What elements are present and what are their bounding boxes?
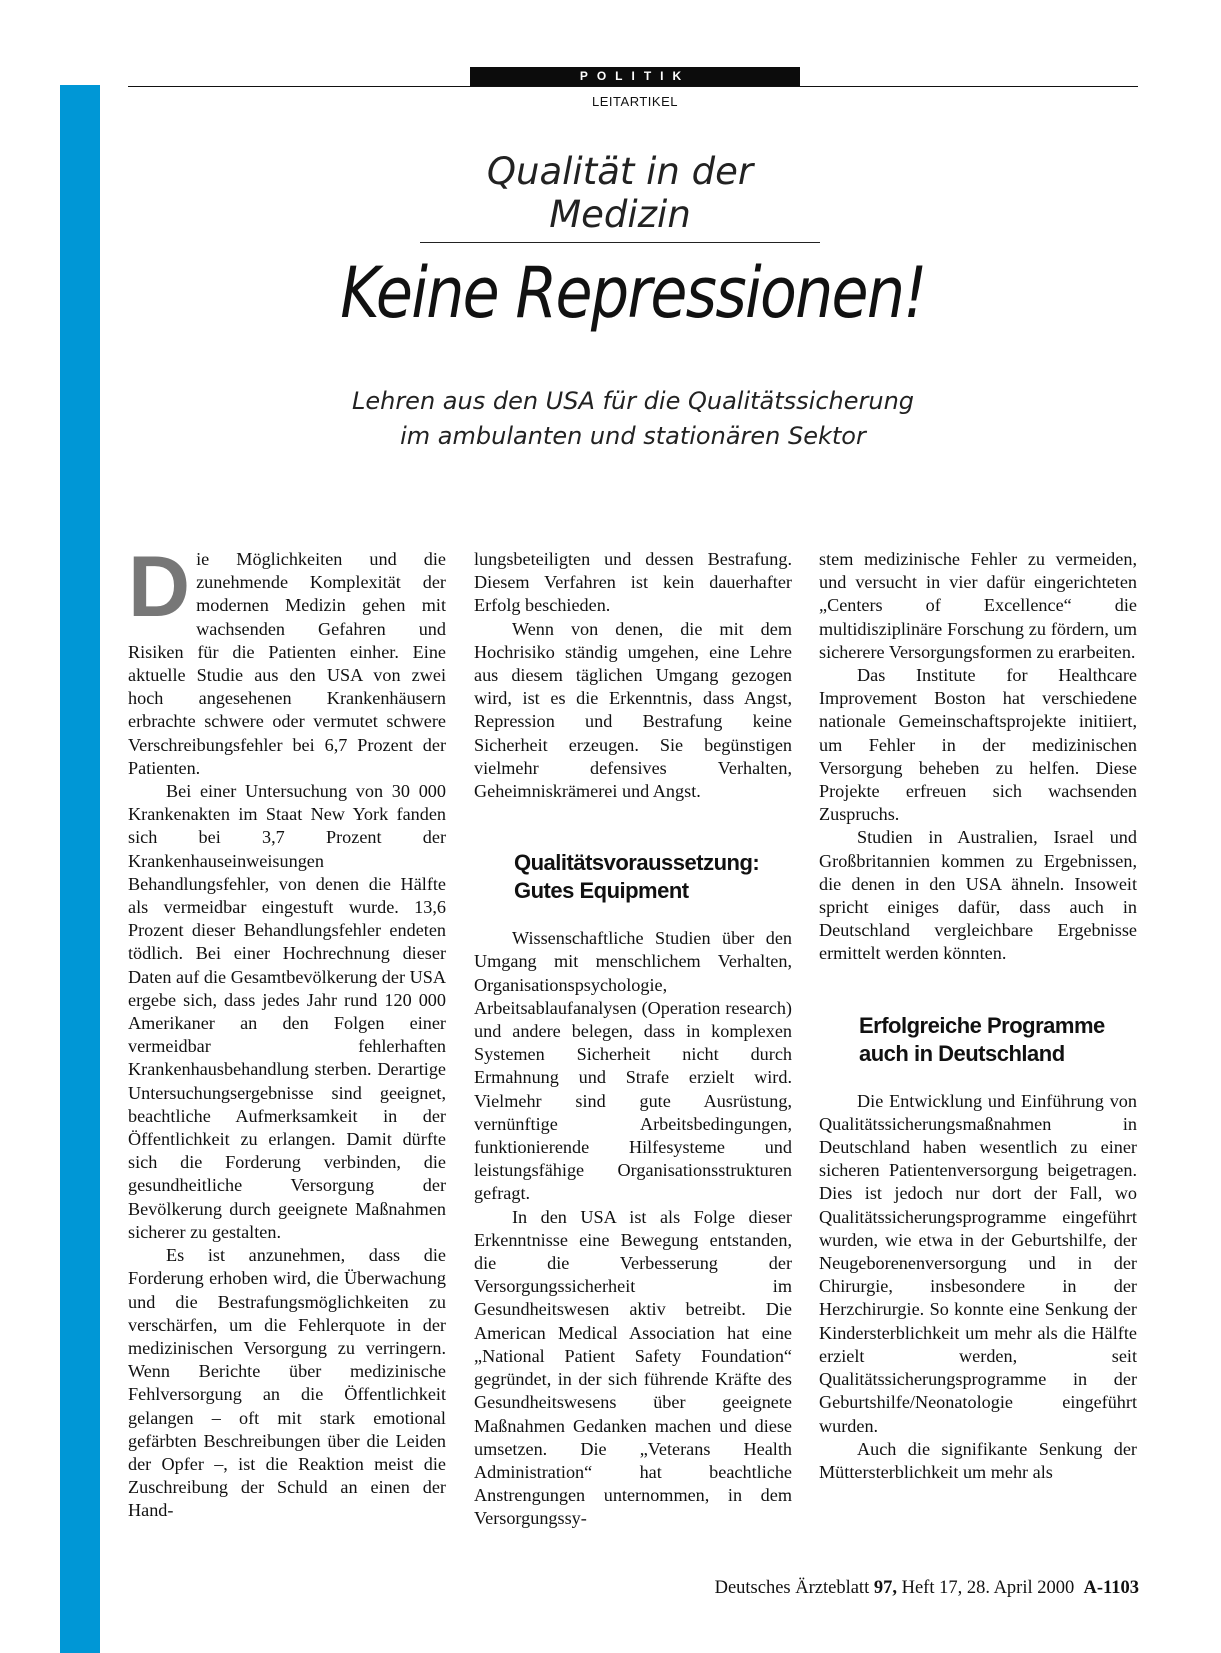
subheading-line: Qualitätsvoraussetzung: [514, 850, 760, 876]
subheading-line: auch in Deutschland [859, 1040, 1065, 1066]
journal-name: Deutsches Ärzteblatt [714, 1578, 870, 1598]
article-column-3 [819, 548, 1137, 1484]
subheading [859, 1012, 1137, 1068]
paragraph: In den USA ist als Folge dieser Erkenntnisse eine Bewegung entstanden, die die Verbesserung der Versorgungssicherheit im Gesundheitswesen aktiv betreibt. Die American Medical Association hat eine „National Patient Safety Foundation“ gegründet, in der sich führende Kräfte des Gesundheitswesens über geeignete Maßnahmen Gedanken machen und diese umsetzen. Die „Veterans Health Administration“ hat beachtliche Anstrengungen unternommen, in dem Versorgungssy- [474, 1206, 792, 1529]
subheading [514, 849, 792, 905]
side-color-bar [60, 85, 100, 1653]
volume-number: 97, [873, 1578, 897, 1598]
article-column-1 [128, 539, 446, 1523]
page-number: A-1103 [1083, 1578, 1139, 1598]
section-label: POLITIK [470, 67, 800, 86]
kicker: Qualität in der Medizin [420, 150, 820, 243]
subheadline [128, 384, 1138, 454]
page-footer [715, 1578, 1139, 1599]
paragraph: Es ist anzunehmen, dass die Forderung erhoben wird, die Überwachung und die Bestrafungsmöglichkeiten zu verschärfen, um die Fehlerquote in der medizinischen Versorgung zu verringern. Wenn Berichte über medizinische Fehlversorgung an die Öffentlichkeit gelangen – oft mit stark emotional gefärbten Beschreibungen über die Leiden der Opfer –, ist die Reaktion meist die Zuschreibung der Schuld an einen der Hand- [128, 1245, 446, 1521]
headline: Keine Repressionen! [340, 252, 926, 334]
paragraph: ie Möglichkeiten und die zunehmende Komplexität der modernen Medizin gehen mit wachsenden Gefahren und Risiken für die Patienten einher. Eine aktuelle Studie aus den USA von zwei hoch angesehenen Krankenhäusern erbrachte schwere oder vermutet schwere Verschreibungsfehler bei 6,7 Prozent der Patienten. [128, 549, 446, 778]
paragraph: lungsbeteiligten und dessen Bestrafung. Diesem Verfahren ist kein dauerhafter Erfolg beschieden. [474, 549, 792, 616]
paragraph: Studien in Australien, Israel und Großbritannien kommen zu Ergebnissen, die denen in den USA ähneln. Insoweit spricht einiges dafür, dass auch in Deutschland vergleichbare Ergebnisse ermittelt werden könnten. [819, 827, 1137, 964]
rubric-label: LEITARTIKEL [592, 94, 678, 109]
issue-date: Heft 17, 28. April 2000 [901, 1578, 1075, 1598]
subheadline-line: Lehren aus den USA für die Qualitätssicherung [351, 387, 915, 415]
paragraph: stem medizinische Fehler zu vermeiden, und versucht in vier dafür eingerichteten „Centers of Excellence“ die multidisziplinäre Forschung zu fördern, um sicherere Versorgungsformen zu erarbeiten. [819, 549, 1137, 662]
subheading-line: Erfolgreiche Programme [859, 1012, 1105, 1038]
drop-cap: D [128, 539, 191, 635]
paragraph: Bei einer Untersuchung von 30 000 Krankenakten im Staat New York fanden sich bei 3,7 Prozent der Krankenhauseinweisungen Behandlungsfehler, von denen die Hälfte als vermeidbar eingestuft wurde. 13,6 Prozent dieser Behandlungsfehler endeten tödlich. Bei einer Hochrechnung dieser Daten auf die Gesamtbevölkerung der USA ergebe sich, dass jedes Jahr rund 120 000 Amerikaner an den Folgen einer vermeidbar fehlerhaften Krankenhausbehandlung sterben. Derartige Untersuchungsergebnisse sind geeignet, beachtliche Aufmerksamkeit in der Öffentlichkeit zu erlangen. Damit dürfte sich die Forderung verbinden, die gesundheitliche Versorgung der Bevölkerung durch geeignete Maßnahmen sicherer zu gestalten. [128, 781, 446, 1242]
paragraph: Wissenschaftliche Studien über den Umgang mit menschlichem Verhalten, Organisationspsychologie, Arbeitsablaufanalysen (Operation research) und andere belegen, dass in komplexen Systemen Sicherheit nicht durch Ermahnung und Strafe erzielt wird. Vielmehr sind gute Ausrüstung, vernünftige Arbeitsbedingungen, funktionierende Hilfesysteme und leistungsfähige Organisationsstrukturen gefragt. [474, 928, 792, 1204]
subheading-line: Gutes Equipment [514, 878, 689, 904]
paragraph: Die Entwicklung und Einführung von Qualitätssicherungsmaßnahmen in Deutschland haben wesentlich zu einer sicheren Patientenversorgung beigetragen. Dies ist jedoch nur dort der Fall, wo Qualitätssicherungsprogramme eingeführt wurden, wie etwa in der Geburtshilfe, der Neugeborenenversorgung und in der Chirurgie, insbesondere in der Herzchirurgie. So konnte eine Senkung der Kindersterblichkeit um mehr als die Hälfte erzielt werden, seit Qualitätssicherungsprogramme in der Geburtshilfe/Neonatologie eingeführt wurden. [819, 1090, 1137, 1436]
top-rule [128, 86, 1138, 87]
paragraph: Wenn von denen, die mit dem Hochrisiko ständig umgehen, eine Lehre aus diesem täglichen Umgang gezogen wird, ist es die Erkenntnis, dass Angst, Repression und Bestrafung keine Sicherheit erzeugen. Sie begünstigen vielmehr defensives Verhalten, Geheimniskrämerei und Angst. [474, 618, 792, 802]
article-column-2 [474, 548, 792, 1531]
paragraph: Das Institute for Healthcare Improvement Boston hat verschiedene nationale Gemeinschaftsprojekte initiiert, um Fehler in der medizinischen Versorgung beheben zu helfen. Diese Projekte erfreuen sich wachsenden Zuspruchs. [819, 665, 1137, 825]
subheadline-line: im ambulanten und stationären Sektor [400, 422, 866, 450]
paragraph: Auch die signifikante Senkung der Müttersterblichkeit um mehr als [819, 1438, 1137, 1482]
